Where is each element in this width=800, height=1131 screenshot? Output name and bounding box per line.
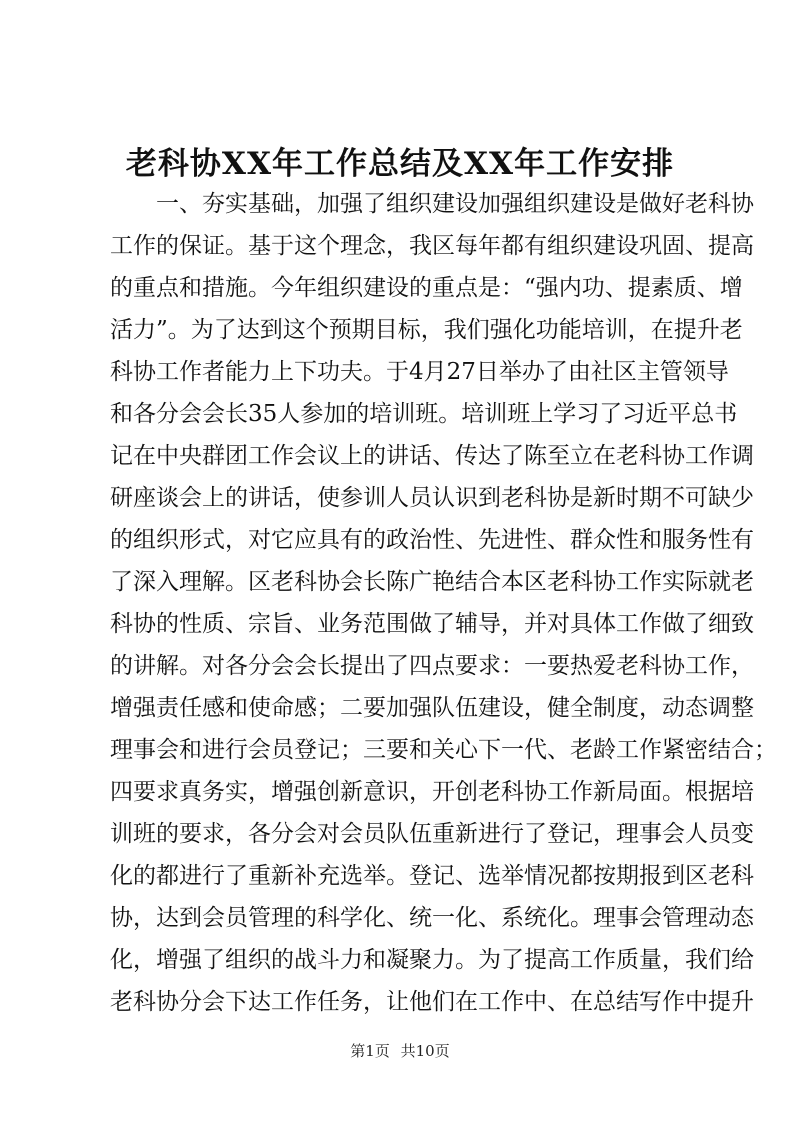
body-line: 研座谈会上的讲话，使参训人员认识到老科协是新时期不可缺少 (110, 485, 754, 511)
page-footer (0, 1040, 800, 1061)
body-line: 的讲解。对各分会会长提出了四点要求：一要热爱老科协工作， (110, 653, 754, 679)
body-line: 的组织形式，对它应具有的政治性、先进性、群众性和服务性有 (110, 527, 754, 553)
body-line: 增强责任感和使命感；二要加强队伍建设，健全制度，动态调整 (110, 695, 754, 721)
page-total: 共10页 (400, 1042, 450, 1060)
body-line: 活力”。为了达到这个预期目标，我们强化功能培训，在提升老 (110, 317, 743, 343)
body-line: 协，达到会员管理的科学化、统一化、系统化。理事会管理动态 (110, 905, 754, 931)
body-line: 一、夯实基础，加强了组织建设加强组织建设是做好老科协 (110, 191, 754, 217)
page-number: 第1页 (350, 1042, 390, 1060)
body-line: 科协的性质、宗旨、业务范围做了辅导，并对具体工作做了细致 (110, 611, 754, 637)
body-line: 了深入理解。区老科协会长陈广艳结合本区老科协工作实际就老 (110, 569, 754, 595)
body-line: 科协工作者能力上下功夫。于4月27日举办了由社区主管领导 (110, 359, 729, 385)
body-line: 化，增强了组织的战斗力和凝聚力。为了提高工作质量，我们给 (110, 947, 754, 973)
body-line: 工作的保证。基于这个理念，我区每年都有组织建设巩固、提高 (110, 233, 754, 259)
body-line: 训班的要求，各分会对会员队伍重新进行了登记，理事会人员变 (110, 821, 754, 847)
body-line: 老科协分会下达工作任务，让他们在工作中、在总结写作中提升 (110, 989, 754, 1015)
body-line: 四要求真务实，增强创新意识，开创老科协工作新局面。根据培 (110, 779, 754, 805)
body-line: 化的都进行了重新补充选举。登记、选举情况都按期报到区老科 (110, 863, 754, 889)
body-line: 理事会和进行会员登记；三要和关心下一代、老龄工作紧密结合； (110, 737, 777, 763)
document-title: 老科协XX年工作总结及XX年工作安排 (125, 146, 675, 182)
body-line: 和各分会会长35人参加的培训班。培训班上学习了习近平总书 (110, 401, 738, 427)
body-line: 记在中央群团工作会议上的讲话、传达了陈至立在老科协工作调 (110, 443, 754, 469)
body-line: 的重点和措施。今年组织建设的重点是：“强内功、提素质、增 (110, 275, 743, 301)
document-body (110, 183, 777, 1023)
